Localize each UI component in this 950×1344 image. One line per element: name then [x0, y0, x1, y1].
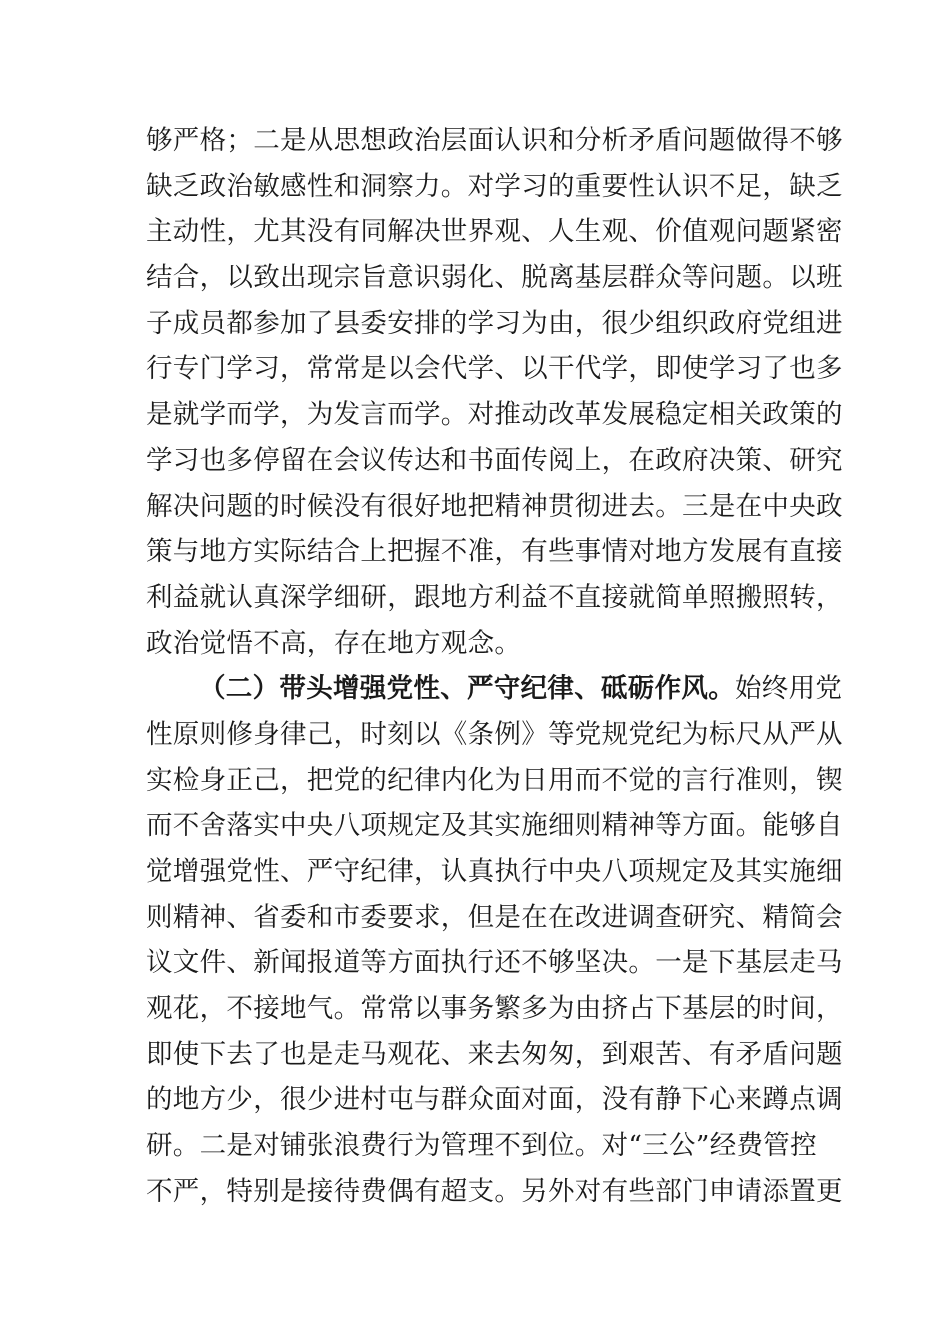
text-line: 政治觉悟不高，存在地方观念。	[146, 627, 522, 659]
text-line: 子成员都参加了县委安排的学习为由，很少组织政府党组进	[146, 307, 843, 339]
text-line: 的地方少，很少进村屯与群众面对面，没有静下心来蹲点调	[146, 1084, 843, 1116]
text-line: 研。二是对铺张浪费行为管理不到位。对“三公”经费管控	[146, 1130, 817, 1162]
text-line: 策与地方实际结合上把握不准，有些事情对地方发展有直接	[146, 536, 843, 568]
section-heading-line	[146, 666, 843, 712]
heading-line-rest: 始终用党	[735, 673, 843, 705]
text-line: 主动性，尤其没有同解决世界观、人生观、价值观问题紧密	[146, 216, 843, 248]
text-line: 够严格；二是从思想政治层面认识和分析矛盾问题做得不够	[146, 125, 843, 156]
text-line: 则精神、省委和市委要求，但是在在改进调查研究、精简会	[146, 901, 843, 933]
text-line: 学习也多停留在会议传达和书面传阅上，在政府决策、研究	[146, 444, 843, 476]
section-heading: （二）带头增强党性、严守纪律、砥砺作风。	[199, 673, 735, 705]
text-line: 是就学而学，为发言而学。对推动改革发展稳定相关政策的	[146, 399, 843, 431]
text-line: 结合，以致出现宗旨意识弱化、脱离基层群众等问题。以班	[146, 262, 843, 294]
document-body	[146, 118, 843, 1215]
text-line: 行专门学习，常常是以会代学、以干代学，即使学习了也多	[146, 353, 843, 385]
text-line: 观花，不接地气。常常以事务繁多为由挤占下基层的时间，	[146, 993, 843, 1025]
text-line: 而不舍落实中央八项规定及其实施细则精神等方面。能够自	[146, 810, 843, 842]
paragraph-1	[146, 118, 843, 666]
text-line: 觉增强党性、严守纪律，认真执行中央八项规定及其实施细	[146, 856, 843, 887]
text-line: 即使下去了也是走马观花、来去匆匆，到艰苦、有矛盾问题	[146, 1038, 843, 1070]
text-line: 不严，特别是接待费偶有超支。另外对有些部门申请添置更	[146, 1175, 843, 1207]
paragraph-2	[146, 666, 843, 1214]
text-line: 实检身正己，把党的纪律内化为日用而不觉的言行准则，锲	[146, 764, 843, 796]
text-line: 利益就认真深学细研，跟地方利益不直接就简单照搬照转，	[146, 581, 843, 613]
text-line: 性原则修身律己，时刻以《条例》等党规党纪为标尺从严从	[146, 718, 843, 750]
text-line: 缺乏政治敏感性和洞察力。对学习的重要性认识不足，缺乏	[146, 170, 843, 202]
text-line: 议文件、新闻报道等方面执行还不够坚决。一是下基层走马	[146, 947, 843, 979]
text-line: 解决问题的时候没有很好地把精神贯彻进去。三是在中央政	[146, 490, 843, 522]
